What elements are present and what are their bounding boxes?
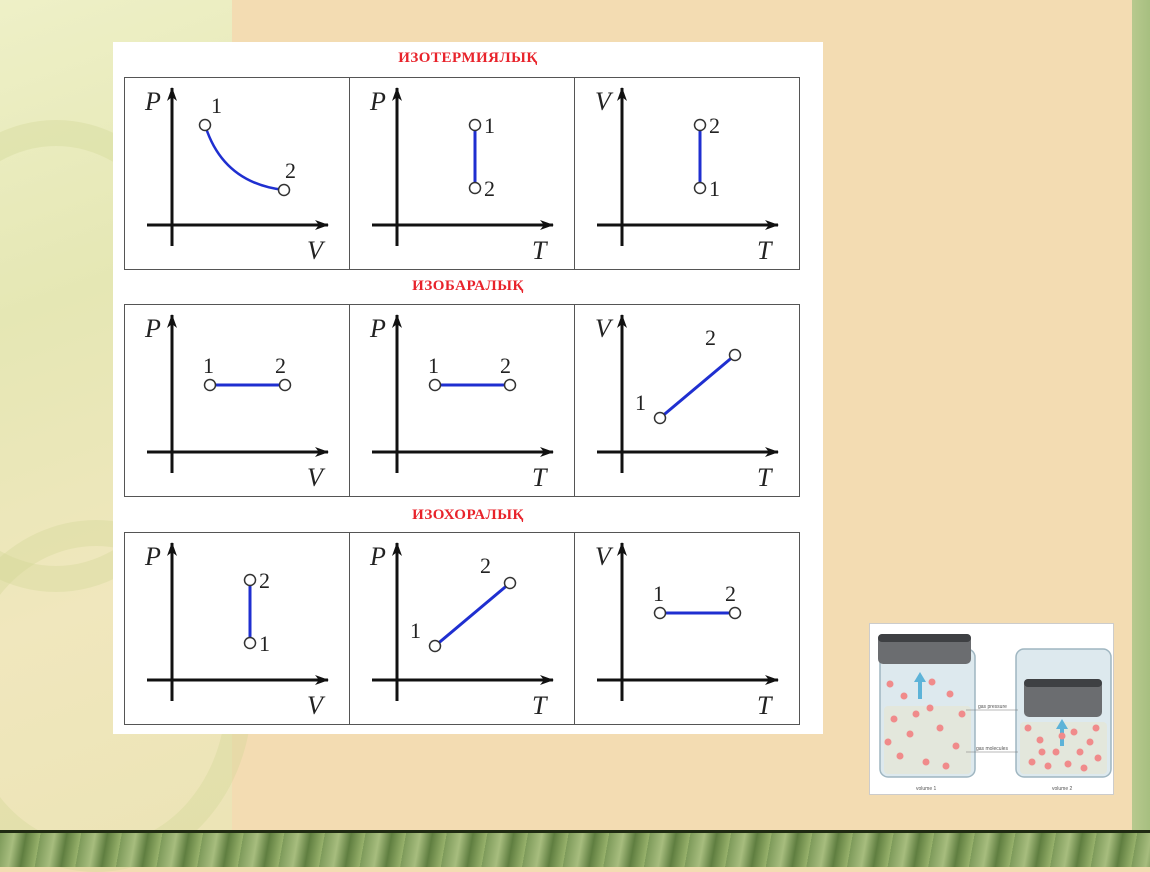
x-axis-label: T	[757, 236, 772, 265]
slide-right-strip	[1132, 0, 1150, 830]
state-label: 2	[500, 353, 511, 378]
state-point	[470, 183, 481, 194]
state-label: 2	[484, 176, 495, 201]
state-label: 1	[635, 390, 646, 415]
state-point	[730, 608, 741, 619]
y-axis-label: P	[145, 87, 161, 116]
graph-row-isothermal	[124, 77, 800, 270]
state-label: 2	[480, 553, 491, 578]
y-axis-label: V	[595, 542, 611, 571]
cylinder-drawing	[870, 624, 1115, 796]
y-axis-label: P	[145, 314, 161, 343]
state-label: 2	[275, 353, 286, 378]
process-line	[435, 583, 510, 646]
state-point	[505, 578, 516, 589]
state-label: 1	[203, 353, 214, 378]
state-point	[470, 120, 481, 131]
state-point	[205, 380, 216, 391]
state-point	[695, 120, 706, 131]
graph-row-isobaric	[124, 304, 800, 497]
state-label: 2	[725, 581, 736, 606]
volume1-label: volume 1	[916, 786, 937, 792]
graph-cell	[125, 305, 349, 496]
state-label: 2	[259, 568, 270, 593]
graph-cell	[125, 533, 349, 724]
state-point	[279, 185, 290, 196]
graph-cell	[125, 78, 349, 269]
state-point	[695, 183, 706, 194]
state-label: 2	[705, 325, 716, 350]
section-title-isobaric: ИЗОБАРАЛЫҚ	[412, 278, 524, 294]
state-label: 1	[410, 618, 421, 643]
state-label: 1	[211, 93, 222, 118]
y-axis-label: P	[145, 542, 161, 571]
gas-cylinder-illustration	[869, 623, 1114, 795]
y-axis-label: P	[370, 87, 386, 116]
graph-svg	[125, 533, 350, 723]
process-line	[660, 355, 735, 418]
graph-svg	[575, 533, 800, 723]
x-axis-label: T	[757, 463, 772, 492]
graph-svg	[575, 305, 800, 495]
state-label: 1	[259, 631, 270, 656]
y-axis-label: V	[595, 314, 611, 343]
state-point	[245, 575, 256, 586]
state-point	[730, 350, 741, 361]
x-axis-label: T	[532, 691, 547, 720]
state-label: 2	[709, 113, 720, 138]
y-axis-label: P	[370, 542, 386, 571]
y-axis-label: P	[370, 314, 386, 343]
state-point	[200, 120, 211, 131]
gas-molecules-label: gas molecules	[976, 746, 1008, 752]
section-title-isochoric: ИЗОХОРАЛЫҚ	[412, 507, 524, 523]
state-point	[505, 380, 516, 391]
section-title-isothermal: ИЗОТЕРМИЯЛЫҚ	[398, 50, 538, 66]
state-point	[430, 380, 441, 391]
state-point	[430, 641, 441, 652]
volume2-label: volume 2	[1052, 786, 1073, 792]
graph-cell	[574, 305, 799, 496]
state-label: 1	[484, 113, 495, 138]
state-label: 2	[285, 158, 296, 183]
graph-row-isochoric	[124, 532, 800, 725]
x-axis-label: T	[757, 691, 772, 720]
graph-svg	[125, 305, 350, 495]
graph-svg	[350, 78, 575, 268]
gas-pressure-label: gas pressure	[978, 704, 1007, 710]
x-axis-label: V	[307, 691, 323, 720]
x-axis-label: T	[532, 236, 547, 265]
y-axis-label: V	[595, 87, 611, 116]
x-axis-label: T	[532, 463, 547, 492]
graph-cell	[349, 78, 574, 269]
process-graphs-panel	[113, 42, 823, 734]
graph-svg	[125, 78, 350, 268]
decorative-bottom-band	[0, 830, 1150, 867]
state-label: 1	[709, 176, 720, 201]
graph-cell	[574, 533, 799, 724]
graph-svg	[350, 533, 575, 723]
graph-cell	[349, 533, 574, 724]
x-axis-label: V	[307, 463, 323, 492]
state-point	[655, 608, 666, 619]
state-label: 1	[428, 353, 439, 378]
graph-cell	[574, 78, 799, 269]
state-label: 1	[653, 581, 664, 606]
process-curve	[205, 125, 284, 190]
graph-svg	[350, 305, 575, 495]
state-point	[245, 638, 256, 649]
x-axis-label: V	[307, 236, 323, 265]
state-point	[655, 413, 666, 424]
state-point	[280, 380, 291, 391]
graph-cell	[349, 305, 574, 496]
graph-svg	[575, 78, 800, 268]
